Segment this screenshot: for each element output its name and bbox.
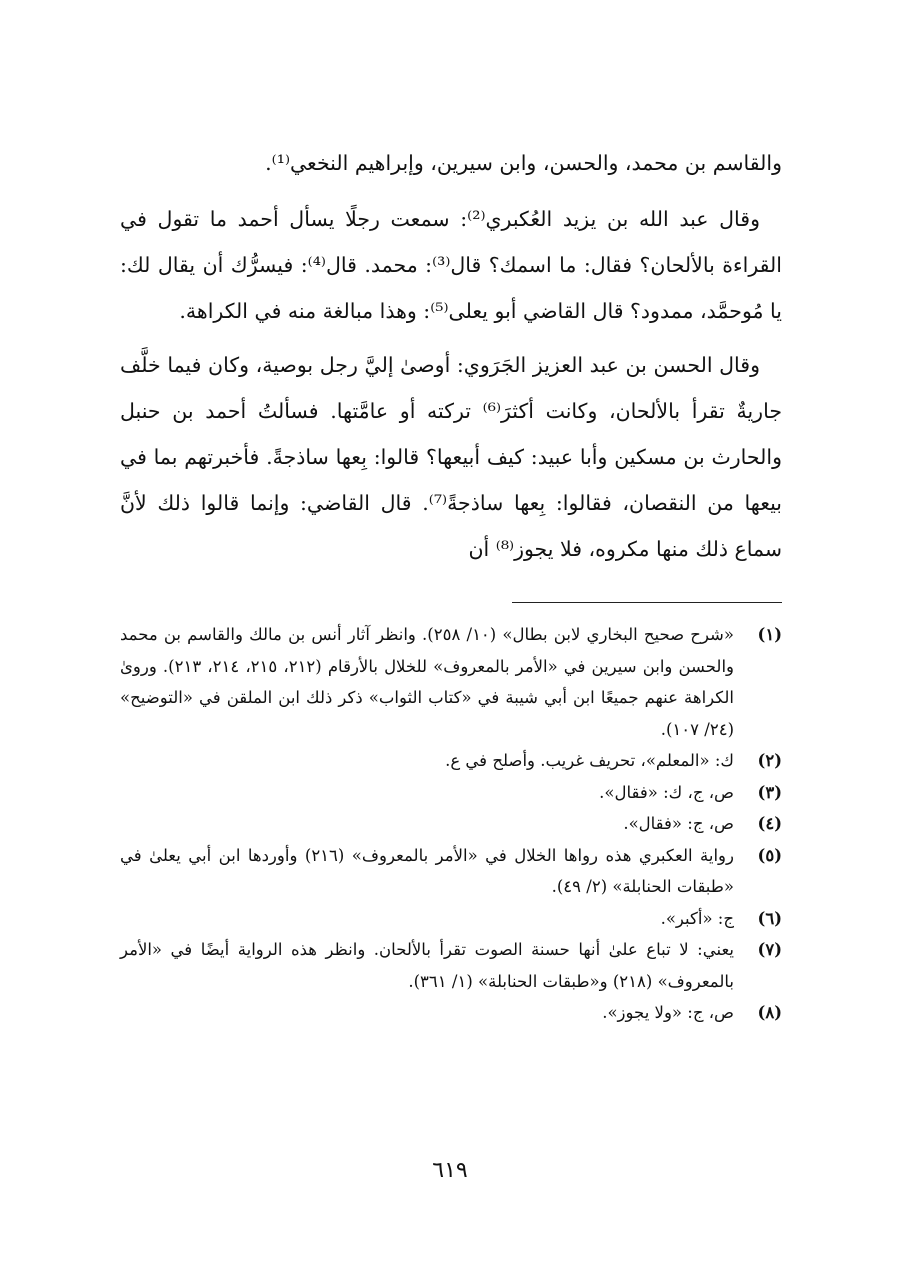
footnote-text: «شرح صحيح البخاري لابن بطال» (١٠/ ٢٥٨). وانظر آثار أنس بن مالك والقاسم بن محمد والحسن وابن سيرين في «الأمر بالمعروف» للخلال بالأرقام (٢١٢، ٢١٥، ٢١٤، ٢١٣). وروىٰ الكراهة عنهم جميعًا ابن أبي شيبة في «كتاب الثواب» ذكر ذلك ابن الملقن في «التوضيح» (٢٤/ ١٠٧). <box>120 625 735 739</box>
footnote-text: ك: «المعلم»، تحريف غريب. وأصلح في ع. <box>445 751 734 770</box>
page-number: ٦١٩ <box>432 1158 468 1183</box>
paragraph-1: والقاسم بن محمد، والحسن، وابن سيرين، وإبراهيم النخعي⁽¹⁾. <box>265 151 782 175</box>
footnote-number: (٨) <box>757 1003 782 1022</box>
paragraph-3: وقال الحسن بن عبد العزيز الجَرَوي: أوصىٰ إليَّ رجل بوصية، وكان فيما خلَّف جاريةٌ تقرأ بالألحان، وكانت أكثرَ⁽⁶⁾ تركته أو عامَّتها. فسألتُ أحمد بن حنبل والحارث بن مسكين وأبا عبيد: كيف أبيعها؟ قالوا: بِعها ساذجةً. فأخبرتهم بما في بيعها من النقصان، فقالوا: بِعها ساذجةً⁽⁷⁾. قال القاضي: وإنما قالوا ذلك لأنَّ سماع ذلك منها مكروه، فلا يجوز⁽⁸⁾ أن <box>120 353 783 561</box>
footnotes-list <box>120 619 782 1029</box>
footnote-5 <box>120 840 782 903</box>
footnote-text: ص، ج: «ولا يجوز». <box>602 1003 734 1022</box>
footnote-2 <box>120 745 782 777</box>
footnote-4 <box>120 808 782 840</box>
footnote-separator <box>512 602 782 603</box>
footnote-7 <box>120 934 782 997</box>
paragraph-2: وقال عبد الله بن يزيد العُكبري⁽²⁾: سمعت رجلًا يسأل أحمد ما تقول في القراءة بالألحان؟ فقال: ما اسمك؟ قال⁽³⁾: محمد. قال⁽⁴⁾: فيسرُّك أن يقال لك: يا مُوحمَّد، ممدود؟ قال القاضي أبو يعلى⁽⁵⁾: وهذا مبالغة منه في الكراهة. <box>120 207 782 323</box>
footnote-text: يعني: لا تباع علىٰ أنها حسنة الصوت تقرأ بالألحان. وانظر هذه الرواية أيضًا في «الأمر بالمعروف» (٢١٨) و«طبقات الحنابلة» (١/ ٣٦١). <box>120 940 734 991</box>
footnote-text: ص، ج، ك: «فقال». <box>599 782 734 802</box>
footnote-6 <box>120 903 782 935</box>
footnote-number: (٧) <box>757 940 782 959</box>
footnote-number: (٢) <box>757 751 782 770</box>
footnote-text: ص، ج: «فقال». <box>623 814 734 833</box>
footnote-8 <box>120 997 782 1029</box>
footnote-3 <box>120 777 782 809</box>
footnote-number: (٥) <box>757 845 782 865</box>
footnote-text: رواية العكبري هذه رواها الخلال في «الأمر بالمعروف» (٢١٦) وأوردها ابن أبي يعلىٰ في «طبقات الحنابلة» (٢/ ٤٩). <box>120 845 734 896</box>
footnote-number: (١) <box>757 625 782 644</box>
main-text <box>120 140 782 572</box>
footnote-number: (٤) <box>757 814 782 833</box>
footnote-1 <box>120 619 782 745</box>
footnote-text: ج: «أكبر». <box>660 908 734 928</box>
page-body <box>120 140 782 1271</box>
footnote-number: (٣) <box>757 782 782 802</box>
footnote-number: (٦) <box>757 908 782 928</box>
